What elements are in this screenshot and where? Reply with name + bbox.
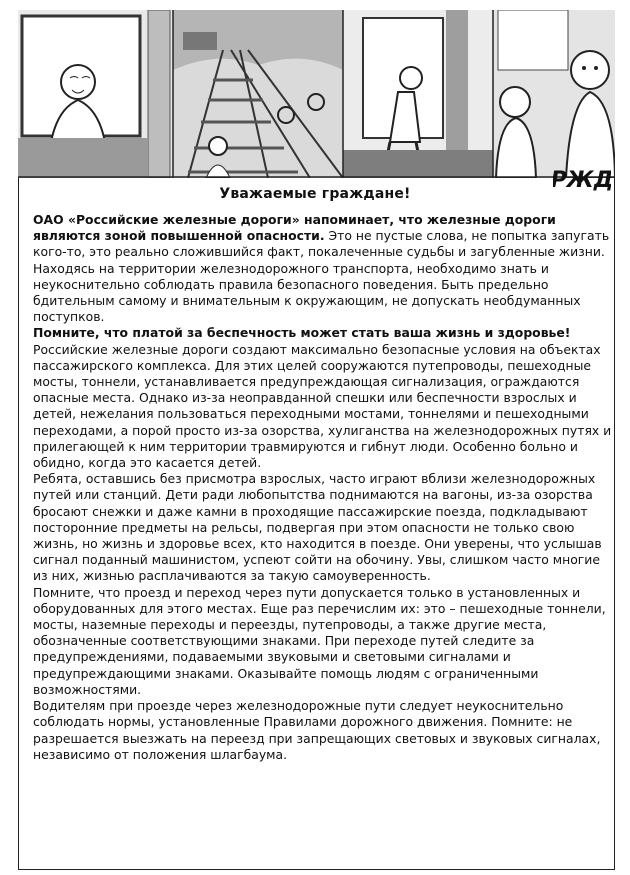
paragraph-text: Водителям при проезде через железнодорожные пути следует неукоснительно соблюдать нормы, установленные Правилами дорожного движения. Помните: не разрешается выезжать на переезд при запрещающих световых и звуковых сигналах, независимо от положения шлагбаума. [33, 698, 601, 762]
paragraph [33, 325, 613, 341]
logo-text: РЖД [553, 168, 611, 193]
paragraph-bold-text: Помните, что платой за беспечность может стать ваша жизнь и здоровье! [33, 325, 571, 341]
paragraph-text: Российские железные дороги создают максимально безопасные условия на объектах пассажирского комплекса. Для этих целей сооружаются путепроводы, пешеходные мосты, тоннели, устанавливается предупреждающая сигнализация, ограждаются опасные места. Однако из-за неоправданной спешки или беспечности взрослых и детей, нежелания пользоваться переходными мостами, тоннелями и пешеходными переходами, а порой просто из-за озорства, хулиганства на железнодорожных путях и прилегающей к ним территории травмируются и гибнут люди. Особенно больно и обидно, когда это касается детей. [33, 341, 612, 471]
panel-platform [343, 10, 493, 178]
paragraph [33, 212, 613, 325]
paragraph-text: Это не пустые слова, не попытка запугать кого-то, это реально сложившийся факт, покалеченные судьбы и загубленные жизни. Находясь на территории железнодорожного транспорта, необходимо знать и неукоснительно соблюдать правила безопасного поведения. Быть предельно бдительным самому и внимательным к окружающим, не допускать необдуманных поступков. [33, 228, 610, 325]
paragraph [33, 471, 613, 584]
panel-train-man [18, 10, 173, 178]
paragraph [33, 698, 613, 763]
panel-tracks [173, 10, 343, 178]
paragraph-text: Ребята, оставшись без присмотра взрослых, часто играют вблизи железнодорожных путей или станций. Дети ради любопытства поднимаются на вагоны, из-за озорства бросают снежки и даже камни в проходящие пассажирские поезда, подкладывают посторонние предметы на рельсы, подвергая при этом опасности не только свою жизнь, но жизнь и здоровье всех, кто находится в поезде. Они уверены, что услышав сигнал поданный машинистом, успеют сойти на обочину. Увы, слишком часто многие из них, жизнью расплачиваются за такую самоуверенность. [33, 471, 602, 584]
panel-boys [493, 10, 615, 178]
paragraph-text: Помните, что проезд и переход через пути допускается только в установленных и оборудованных для этого местах. Еще раз перечислим их: это – пешеходные тоннели, мосты, наземные переходы и переезды, путепроводы, а также другие места, обозначенные соответствующими знаками. При переходе путей следите за предупреждениями, подаваемыми звуковыми и световыми сигналами и предупреждающими знаками. Оказывайте помощь людям с ограниченными возможностями. [33, 584, 606, 697]
paragraph [33, 342, 613, 472]
paragraph [33, 585, 613, 698]
notice-body [33, 212, 613, 763]
paragraph-bold-text: ОАО «Российские железные дороги» напоминает, что железные дороги являются зоной повышенной опасности. [33, 212, 556, 244]
page-title: Уважаемые граждане! [219, 186, 411, 202]
comic-illustration [18, 10, 615, 178]
